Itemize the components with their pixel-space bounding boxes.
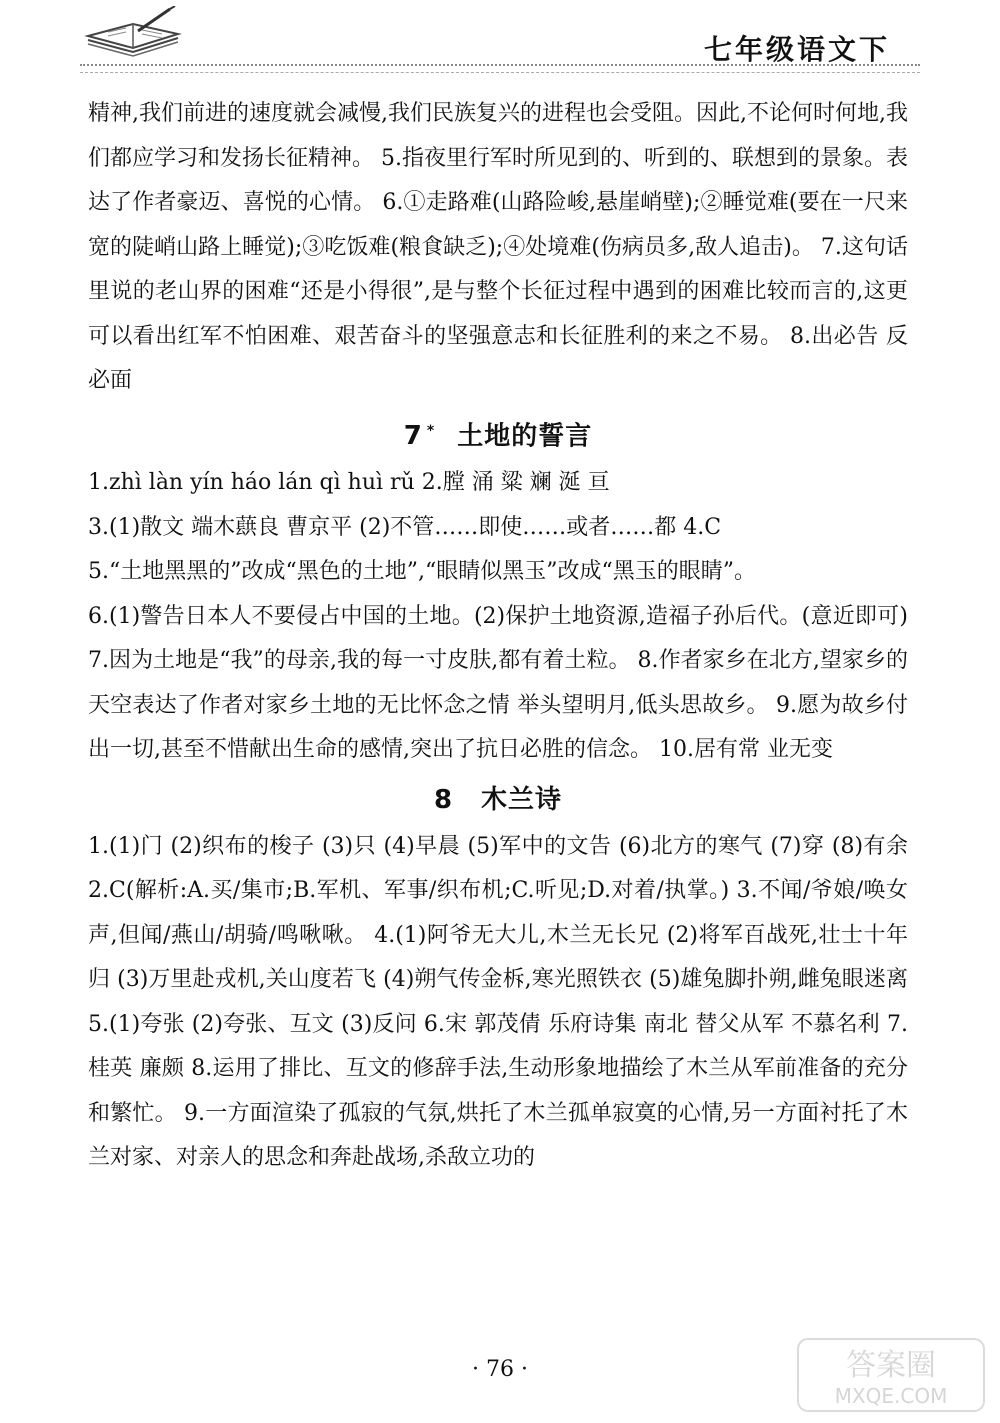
- page-header: [0, 0, 1000, 80]
- page-number: · 76 ·: [472, 1357, 528, 1382]
- lesson-heading-7: [88, 406, 908, 462]
- svg-text:MXQE.COM: MXQE.COM: [834, 1384, 948, 1408]
- watermark-logo: [796, 1335, 986, 1415]
- book-title: 七年级语文下: [703, 33, 890, 66]
- answer-line: 3.(1)散文 端木蕻良 曹京平 (2)不管……即使……或者……都 4.C: [88, 514, 722, 540]
- answer-line: 1.zhì làn yín háo lán qì huì rǔ 2.膛 涌 粱 斓 涎 亘: [88, 470, 610, 496]
- svg-text:答案圈: 答案圈: [846, 1348, 936, 1383]
- page-content: [88, 92, 908, 1181]
- books-pen-icon: [78, 6, 188, 61]
- lesson-heading-8: [88, 775, 908, 825]
- answer-paragraph: 6.(1)警告日本人不要侵占中国的土地。(2)保护土地资源,造福子孙后代。(意近即可) 7.因为土地是“我”的母亲,我的每一寸皮肤,都有着土粒。 8.作者家乡在北方,望家乡的天空表达了作者对家乡土地的无比怀念之情 举头望明月,低头思故乡。 9.愿为故乡付出一切,甚至不惜献出生命的感情,突出了抗日必胜的信念。 10.居有常 业无变: [88, 603, 908, 763]
- header-divider: [80, 64, 920, 73]
- lesson-number: 7: [403, 421, 423, 452]
- answer-line: 5.“土地黑黑的”改成“黑色的土地”,“眼睛似黑玉”改成“黑玉的眼睛”。: [88, 559, 756, 585]
- lesson-title: 木兰诗: [481, 784, 563, 815]
- lesson-number: 8: [433, 784, 454, 815]
- lesson-mark: *: [426, 422, 436, 439]
- answer-paragraph: 1.(1)门 (2)织布的梭子 (3)只 (4)早晨 (5)军中的文告 (6)北方的寒气 (7)穿 (8)有余 2.C(解析:A.买/集市;B.军机、军事/织布机;C.听见;D.对着/执掌。) 3.不闻/爷娘/唤女声,但闻/燕山/胡骑/鸣啾啾。 4.(1)阿爷无大儿,木兰无长兄 (2)将军百战死,壮士十年归 (3)万里赴戎机,关山度若飞 (4)朔气传金柝,寒光照铁衣 (5)雄兔脚扑朔,雌兔眼迷离 5.(1)夸张 (2)夸张、互文 (3)反问 6.宋 郭茂倩 乐府诗集 南北 替父从军 不慕名利 7.桂英 廉颇 8.运用了排比、互文的修辞手法,生动形象地描绘了木兰从军前准备的充分和繁忙。 9.一方面渲染了孤寂的气氛,烘托了木兰孤单寂寞的心情,另一方面衬托了木兰对家、对亲人的思念和奔赴战场,杀敌立功的: [88, 833, 908, 1171]
- paragraph-previous-lesson: 精神,我们前进的速度就会减慢,我们民族复兴的进程也会受阻。因此,不论何时何地,我们都应学习和发扬长征精神。 5.指夜里行军时所见到的、听到的、联想到的景象。表达了作者豪迈、喜悦的心情。 6.①走路难(山路险峻,悬崖峭壁);②睡觉难(要在一尺来宽的陡峭山路上睡觉);③吃饭难(粮食缺乏);④处境难(伤病员多,敌人追击)。 7.这句话里说的老山界的困难“还是小得很”,是与整个长征过程中遇到的困难比较而言的,这更可以看出红军不怕困难、艰苦奋斗的坚强意志和长征胜利的来之不易。 8.出必告 反必面: [88, 101, 908, 393]
- lesson-title: 土地的誓言: [457, 421, 593, 452]
